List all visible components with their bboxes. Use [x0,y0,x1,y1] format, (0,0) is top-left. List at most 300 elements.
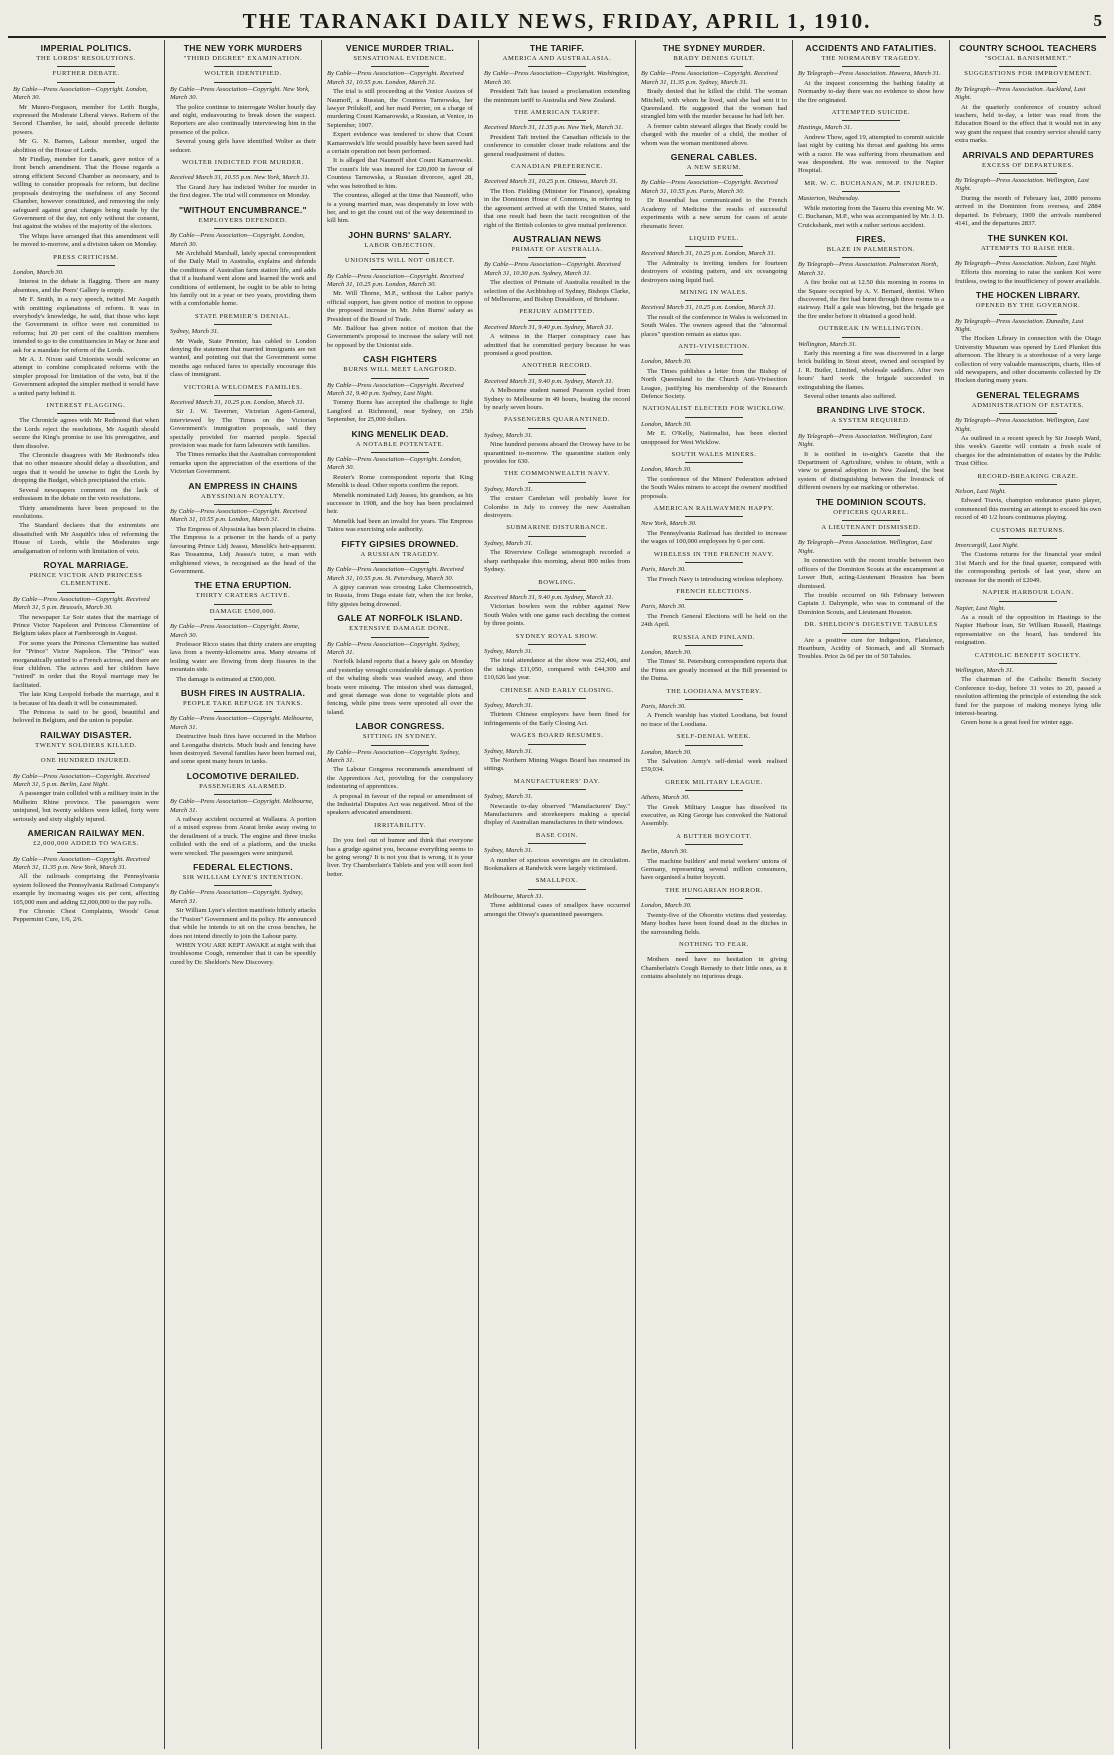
article-headline: GENERAL CABLES. [670,152,758,163]
article-dateline: London, March 30. [641,466,692,474]
article [955,589,1101,647]
article-dateline: Wellington, March 31. [798,340,857,348]
article-body [13,873,159,924]
article-paragraph: In connection with the recent trouble between two officers of the Dominion Scouts at the encampment at Lower Hutt, acting-Lieutenant Houston has been dismissed. [798,557,944,590]
article-dateline: Sydney, March 31. [484,539,533,547]
article-body [798,451,944,493]
section-rule [685,417,743,418]
article-paragraph: President Taft invited the Canadian officials to the conference to consider closer trade relations and the general readjustment of duties. [484,133,630,158]
article-body [641,658,787,683]
section-rule [57,769,115,770]
article [327,429,473,535]
article-paragraph: A gipsy caravan was crossing Lake Chernoostrich, in Russia, from Duga estate fair, when the ice broke, fifty gipsies being drowned. [327,583,473,608]
article-dateline: By Telegraph—Press Association. Wellington, Last Night. [798,432,932,449]
article-dateline: Hastings, March 31. [798,124,852,132]
article-paragraph: A fire broke out at 12.50 this morning in rooms in the Square occupied by A. V. Bernard, dentist. When discovered, the fire had burnt through three rooms to a stairway. Half a gale was blowing, but the brigade got the fire under before it obtained a good hold. [798,279,944,320]
section-rule [999,82,1057,83]
article [327,721,473,818]
article-paragraph: A passenger train collided with a military train in the Mulheim Rhine province. The passengers were uninjured, but twenty soldiers were killed, forty were seriously and sixty slightly injured. [13,790,159,823]
article-paragraph: At the inquest concerning the bathing fatality at Normanby to-day there was no evidence to show how the fire originated. [798,79,944,104]
article-subheading: PRIMATE OF AUSTRALIA. [511,245,603,253]
section-rule [528,744,586,745]
masthead [8,6,1106,38]
article-body [484,549,630,574]
article-body [170,250,316,309]
article-subheading: EXTENSIVE DAMAGE DONE. [349,625,451,633]
article [955,527,1101,585]
article-dateline: By Cable—Press Association—Copyright. London, March 30. [13,85,148,102]
article-dateline: Athens, March 30. [641,794,690,802]
article-body [955,676,1101,727]
article-subheading: "THIRD DEGREE" EXAMINATION. [183,55,303,62]
article-paragraph: The Chronicle disagrees with Mr Redmond's idea that no other measure should delay a dissolution, and urges that it would be unwise to fight the Lords by dropping the Budget, which precipitated the crisis. [13,452,159,485]
article-body [484,134,630,159]
column-container [8,40,1106,1749]
article-subheading: CATHOLIC BENEFIT SOCIETY. [974,651,1082,659]
article [798,621,944,662]
section-rule [999,538,1057,539]
article [327,822,473,879]
article-paragraph: Tommy Burns has accepted the challenge to fight Langford at Richmond, near Sydney, on 25th September, for 25,000 dollars. [327,399,473,424]
article-body [641,530,787,547]
section-rule [528,257,586,258]
article-paragraph: The Riverview College seismograph recorded a sharp earthquake this morning, about 800 miles from Sydney. [484,549,630,574]
article-headline: IMPERIAL POLITICS. [40,43,132,53]
article [484,579,630,629]
article-dateline: By Telegraph—Press Association. Hawera, March 31. [798,70,941,78]
article-headline: ACCIDENTS AND FATALITIES. [805,43,937,53]
article-subheading: NOTHING TO FEAR. [679,940,749,948]
article-dateline: By Cable—Press Association—Copyright. Sydney, March 31. [327,640,460,656]
article-headline: ARRIVALS AND DEPARTURES [962,149,1094,160]
article [641,733,787,775]
article-subheading: MINING IN WALES. [680,288,748,296]
article-body [13,790,159,824]
article-headline: BRANDING LIVE STOCK. [816,405,926,416]
article-dateline: By Telegraph—Press Association. Wellington, Last Night. [955,177,1089,193]
article-body [955,195,1101,229]
article-body [170,338,316,380]
article-body [13,104,159,250]
article-dateline: By Cable—Press Association—Copyright. Washington, March 30. [484,70,630,86]
article [798,43,944,105]
article-dateline: Received March 31, 10.25 p.m. London, March 31. [641,304,776,312]
section-rule [685,516,743,517]
article-paragraph: Several other tenants also suffered. [804,393,897,400]
article [170,384,316,477]
article [641,634,787,684]
article-body [955,614,1101,648]
article-body [13,278,159,398]
article-body [955,497,1101,522]
article-headline: LOCOMOTIVE DERAILED. [186,770,300,781]
article [641,43,787,148]
article-paragraph: A French warship has visited Loodiana, but found no trace of the Loodiana. [641,712,787,728]
article-subheading: THE NORMANBY TRAGEDY. [821,55,921,62]
article-dateline: By Telegraph—Press Association. Auckland, Last Night. [955,85,1086,102]
article [641,779,787,829]
article-paragraph: Expert evidence was tendered to show that Count Kamarowski's life would possibly have been saved had a certain operation not been performed. [327,131,473,156]
section-rule [685,300,743,301]
article [641,941,787,982]
article-dateline: By Cable—Press Association—Copyright. London, March 30. [170,232,305,248]
article-body [484,387,630,412]
article [327,230,473,350]
article [484,524,630,574]
article-body [327,88,473,226]
section-rule [999,256,1057,257]
section-rule [57,753,115,754]
article-headline: FIFTY GIPSIES DROWNED. [341,538,459,549]
article-paragraph: The Hocken Library in connection with the Otago University Museum was opened by Lord Plunket this afternoon. The library is a storehouse of a very large collection of very valuable manuscripts, charts, files of old newspapers, and other documents collected by Dr Hocken during many years. [955,335,1101,385]
article-subheading: SYDNEY ROYAL SHOW. [515,632,599,640]
article-body [484,803,630,828]
section-rule [685,699,743,700]
article-headline: AMERICAN RAILWAY MEN. [27,828,145,839]
article-body [170,907,316,967]
article [955,390,1101,469]
article-headline: FIRES. [856,233,886,244]
article [13,730,159,824]
article-paragraph: The countess, alleged at the time that Naumoff, who is a young married man, was desperately in love with her, and to get the count out of the way determined to kill him. [327,192,473,225]
article-paragraph: During the month of February last, 2080 persons arrived in the Dominion from oversea, and 2884 departed. In February, 1909 the arrivals numbered 4141, and the departures 2837. [955,194,1101,228]
article-subheading: CUSTOMS RETURNS. [991,526,1065,534]
article-paragraph: Menelik nominated Lidj Jeassu, his grandson, as his successor in 1908, and the boy has been proclaimed heir. [327,491,473,516]
article-paragraph: The Times publishes a letter from the Bishop of North Queensland to the Church Anti-Vivisection League, justifying his membership of the Research Defence Society. [641,367,787,400]
article-subheading: MANUFACTURERS' DAY. [513,777,601,785]
article-subheading: SUGGESTIONS FOR IMPROVEMENT. [964,70,1092,78]
article-body [641,260,787,285]
article-subheading: OFFICERS QUARREL. [833,508,909,516]
article-subheading: PEOPLE TAKE REFUGE IN TANKS. [182,699,304,707]
section-rule [214,82,272,83]
article-dateline: Received March 31, 10.25 p.m. London, March 31. [641,250,776,258]
article-paragraph: It is alleged that Naumoff shot Count Kamarowski. The count's life was insured for £20,000 in favour of Countess Tarnowska, a Russian divorcee, aged 28, who was betrothed to him. [327,157,473,190]
article [170,205,316,309]
article-subheading: RECORD-BREAKING CRAZE. [977,472,1079,480]
article-paragraph: The Whips have arranged that this amendment will be moved to-morrow, and a division taken on Monday. [13,232,159,249]
article-headline: "WITHOUT ENCUMBRANCE." [179,204,307,215]
article-subheading: SITTING IN SYDNEY. [362,733,438,741]
article-dateline: Melbourne, March 31. [484,892,544,900]
section-rule [528,320,586,321]
article [484,687,630,729]
article-paragraph: A witness in the Harper conspiracy case has admitted that he committed perjury because he was promised a good position. [484,333,630,357]
article-body [798,279,944,321]
article-paragraph: The cruiser Cambrian will probably leave for Colombo in July to convey the new Australian destroyers. [484,495,630,520]
article-subheading: AMERICA AND AUSTRALASIA. [502,55,612,62]
article [641,551,787,584]
article-body [170,104,316,155]
article-headline: AUSTRALIAN NEWS [512,233,602,244]
article-paragraph: Norfolk Island reports that a heavy gale on Monday and yesterday wrought considerable damage. A portion of the whaling sheds was washed away, and three boats were missing. The mission shed was damaged, and great damage was done to vegetable plots and fencing, while pine trees were uprooted all over the island. [327,658,473,716]
news-column [636,40,793,1749]
article-body [641,758,787,775]
article-body [327,766,473,817]
article [484,43,630,105]
article-dateline: By Cable—Press Association—Copyright. Received March 31, 5 p.m. Berlin, Last Night. [13,772,150,789]
article-subheading: OPENED BY THE GOVERNOR. [975,302,1081,310]
article-paragraph: The election of Primate of Australia resulted in the selection of the Archbishop of Sydney, Bishops Clarke, of Melbourne, and Bishop Donaldson, of Brisbane. [484,279,630,303]
article-dateline: By Cable—Press Association—Copyright. Received March 31, 10.55 p.m. St. Petersburg, March 30. [327,566,464,582]
section-rule [685,354,743,355]
article-dateline: Received March 31, 9.40 p.m. Sydney, March 31. [484,593,614,601]
article-subheading: ANTI-VIVISECTION. [678,342,750,350]
article-subheading: BRADY DENIES GUILT. [673,55,755,62]
article-subheading: ADMINISTRATION OF ESTATES. [971,401,1085,409]
article-dateline: By Cable—Press Association—Copyright. Received March 31, 11.35 p.m. Sydney, March 31. [641,70,778,86]
article [170,862,316,967]
article [13,402,159,556]
article-subheading: BURNS WILL MEET LANGFORD. [343,366,457,374]
section-rule [371,452,429,453]
article-body [484,495,630,520]
section-rule [999,484,1057,485]
article-headline: THE ETNA ERUPTION. [194,580,292,591]
article [327,613,473,717]
article-paragraph: The Empress of Abyssinia has been placed in chains. The Empress is a prisoner in the hands of a party favouring Prince Lidj Jeassu, Menelik's heir-apparent. Ras Tessamma, Lidj Jeassu's tutor, a man with enlightened views, is recognised as the head of the Government. [170,525,316,575]
article-body [13,417,159,556]
article-subheading: FURTHER DEBATE. [52,70,120,78]
article-headline: GENERAL TELEGRAMS [976,389,1080,400]
article [170,688,316,767]
article [955,473,1101,523]
article-body [641,576,787,584]
article-dateline: By Cable—Press Association—Copyright. Received March 31, 9.40 p.m. Sydney, Last Night. [327,381,464,397]
article-paragraph: Are a positive cure for Indigestion, Flatulence, Heartburn, Acidity of Stomach, and all Stomach Troubles. Price 2s 6d per tin of 50 Tabules. [798,636,944,661]
article [484,832,630,874]
article [484,416,630,466]
article-body [484,88,630,105]
section-rule [528,789,586,790]
article-subheading: PASSENGERS ALARMED. [199,782,287,790]
article-paragraph: Thirty amendments have been proposed to the resolutions. [13,504,159,520]
article-paragraph: The Standard declares that the extremists are dissatisfied with Mr Asquith's idea of reforming the House of Lords, while the Moderates urge amalgamation of reform with limitation of veto. [13,522,159,555]
article-body [327,658,473,717]
article-dateline: By Telegraph—Press Association. Wellington, Last Night. [798,539,932,555]
article-paragraph: The late King Leopold forbade the marriage, and it is because of his death it will be consummated. [13,691,159,707]
article-subheading: A NOTABLE POTENTATE. [355,440,445,448]
article-paragraph: The Grand Jury has indicted Wolter for murder in the first degree. The trial will commence on Monday. [170,183,316,200]
article-headline: AN EMPRESS IN CHAINS [188,480,298,491]
article-paragraph: The Pennsylvania Railroad has decided to increase the wages of 100,000 employees by 6 per cent. [641,529,787,546]
article-dateline: By Cable—Press Association—Copyright. London, March 30. [327,456,462,472]
article-paragraph: For some years the Princess Clementine has waited for "Prince" Victor Napoleon. The "Prince" was morganatically united to a French actress, and there are four children. The actress and her children have "retired" in order that the Royal marriage may be facilitated. [13,639,159,689]
news-column [793,40,950,1749]
article-subheading: PASSENGERS QUARANTINED. [504,416,610,424]
article-paragraph: Mr Munro-Ferguson, member for Leith Burghs, expressed the Moderate Liberal views. Reform of the Second Chamber, he said, should precede definite powers. [13,103,159,136]
article-subheading: PRESS CRITICISM. [53,253,119,261]
article-paragraph: All the railroads comprising the Pennsylvania system followed the Pennsylvania Railroad Company's example by increasing wages six per cent, affecting 105,000 men and adding £2,000,000 to the pay rolls. [13,873,159,906]
article [955,652,1101,728]
article-body [484,757,630,774]
article-paragraph: Several newspapers comment on the lack of enthusiasm in the debate on the veto resolutions. [13,486,159,503]
article-body [484,603,630,628]
article-dateline: Sydney, March 31. [484,847,533,855]
article-paragraph: Several young girls have identified Wolter as their seducer. [170,138,316,154]
section-rule [214,885,272,886]
article-body [327,837,473,879]
article [641,588,787,630]
article-dateline: Paris, March 30. [641,603,686,611]
article-subheading: A BUTTER BOYCOTT. [676,832,752,840]
article-paragraph: The newspaper Le Soir states that the marriage of Prince Victor Napoleon and Princess Clementine of Belgium takes place at Farnborough in August. [13,613,159,638]
article [641,688,787,730]
article [13,828,159,925]
article-dateline: By Telegraph—Press Association. Dunedin, Last Night. [955,317,1084,333]
article-paragraph: Reuter's Rome correspondent reports that King Menelik is dead. Other reports confirm the report. [327,473,473,490]
article [955,233,1101,287]
article-paragraph: For Chronic Chest Complaints, Woods' Great Peppermint Cure, 1/6, 2/6. [13,907,159,924]
article-dateline: Sydney, March 31. [484,431,533,439]
article-paragraph: Three additional cases of smallpox have occurred amongst the Otway's quarantined passengers. [484,902,630,918]
article-body [484,711,630,728]
article [13,43,159,250]
article-dateline: Received March 31, 10.25 p.m. Ottawa, March 31. [484,178,618,186]
article-subheading: ABYSSINIAN ROYALTY. [201,492,285,500]
article [327,539,473,609]
article [484,877,630,919]
article-dateline: Sydney, March 31. [484,485,533,493]
article-dateline: By Cable—Press Association—Copyright. Rome, March 30. [170,623,300,639]
article-headline: THE HOCKEN LIBRARY. [975,290,1081,301]
article-headline: ROYAL MARRIAGE. [43,559,129,570]
article [170,771,316,858]
article-paragraph: A Melbourne student named Pearson cycled from Sydney to Melbourne in 49 hours, beating the record by nearly seven hours. [484,387,630,411]
section-rule [842,337,900,338]
article-body [641,712,787,729]
article-paragraph: Mr E. O'Kelly, Nationalist, has been elected unopposed for West Wicklow. [641,430,787,446]
article [170,481,316,577]
article-subheading: WIRELESS IN THE FRENCH NAVY. [653,550,775,558]
article-dateline: Received March 31, 9.40 p.m. Sydney, March 31. [484,377,614,385]
article-dateline: By Cable—Press Association—Copyright. Received March 31, 10.25 p.m. London, March 30. [327,272,464,288]
article-paragraph: At the quarterly conference of country school teachers, held to-day, a letter was read from the Education Board to the effect that it would not in any way grant the request that country service should carry extra marks. [955,103,1101,145]
page-number: 5 [1093,11,1102,30]
article-paragraph: Edward Travis, champion endurance piano player, commenced this morning an attempt to exceed his own record of 40 1/2 hours continuous playing. [955,497,1101,522]
article-subheading: INTEREST FLAGGING. [46,402,126,410]
article-paragraph: The Northern Mining Wages Board has resumed its sittings. [484,757,630,773]
article [484,234,630,304]
article-dateline: London, March 30. [641,902,692,910]
article-subheading: A LIEUTENANT DISMISSED. [821,524,921,532]
section-rule [214,170,272,171]
article-paragraph: As a result of the opposition in Hastings to the Napier Harbour loan, Sir William Russell, Hastings representative on the board, has tendered his resignation. [955,613,1101,647]
section-rule [371,745,429,746]
article-dateline: London, March 30. [641,748,692,756]
article-paragraph: Mr A. J. Nixon said Unionists would welcome an attempt to combine complicated reforms with the simpler proposal for limitation of the veto, but if the Government adopted the simpler method it would have a united party behind it. [13,356,159,397]
section-rule [371,562,429,563]
article [170,313,316,380]
article-subheading: TWENTY SOLDIERS KILLED. [35,741,137,749]
article-subheading: A SYSTEM REQUIRED. [831,417,911,425]
section-rule [842,120,900,121]
article-dateline: By Telegraph—Press Association. Nelson, Last Night. [955,259,1097,267]
article [484,308,630,358]
article-subheading: VICTORIA WELCOMES FAMILIES. [183,383,303,391]
section-rule [214,228,272,229]
article-subheading: ANOTHER RECORD. [521,362,593,370]
article-subheading: UNIONISTS WILL NOT OBJECT. [344,257,456,265]
article-body [641,858,787,883]
article [13,254,159,399]
section-rule [528,374,586,375]
article-subheading: SUBMARINE DISTURBANCE. [506,524,608,532]
article-dateline: By Cable—Press Association—Copyright. Received March 31, 10.55 p.m. London, March 31. [327,70,464,86]
section-rule [214,504,272,505]
article [641,152,787,231]
article-headline: RAILWAY DISASTER. [40,729,132,740]
section-rule [57,66,115,67]
section-rule [999,413,1057,414]
article-body [955,335,1101,385]
article-paragraph: A proposal in favour of the repeal or amendment of the Industrial Disputes Act was negatived. Most of the speakers advocated amendment. [327,792,473,817]
article-paragraph: Andrew Thow, aged 19, attempted to commit suicide last night by cutting his throat and gashing his arms with a razor. He was suffering from rheumatism and was despondent. He was removed to the Napier Hospital. [798,133,944,175]
article-dateline: By Cable—Press Association—Copyright. Received March 31, 5 p.m. Brussels, March 30. [13,595,150,612]
article [484,163,630,230]
article [641,451,787,501]
article-headline: THE SYDNEY MURDER. [662,43,766,53]
article-body [484,902,630,919]
article-paragraph: The French General Elections will be held on the 24th April. [641,612,787,629]
article [170,580,316,684]
section-rule [685,952,743,953]
article-dateline: Sydney, March 31. [484,793,533,801]
article-subheading: CHINESE AND EARLY CLOSING. [500,686,614,694]
article-headline: GALE AT NORFOLK ISLAND. [337,613,463,624]
section-rule [685,66,743,67]
article-dateline: By Cable—Press Association—Copyright. Received March 31, 10.55 p.m. Paris, March 30. [641,179,778,195]
article [798,497,944,617]
article-body [641,197,787,231]
article-body [170,816,316,858]
article-body [170,641,316,684]
article-dateline: By Cable—Press Association—Copyright. New York, March 30. [170,85,310,102]
section-rule [842,633,900,634]
article-dateline: By Telegraph—Press Association. Palmerston North, March 31. [798,261,939,277]
article-paragraph: Twenty-five of the Oborotto victims died yesterday. Many bodies have been found dead in the ditches in the surrounding fields. [641,911,787,936]
article-body [327,584,473,609]
article-subheading: A RUSSIAN TRAGEDY. [360,550,440,558]
article-paragraph: Interest in the debate is flagging. There are many absentees, and the Peers' Gallery is empty. [13,278,159,294]
article-paragraph: Green bone is a great feed for winter eggs. [961,719,1074,727]
article-paragraph: Sir J. W. Taverner, Victorian Agent-General, interviewed by The Times on the Victorian Government's immigration proposals, said they specially provided for married people. Special provision was made for farm labourers with families. [170,408,316,450]
article-body [641,912,787,937]
article-body [798,80,944,105]
section-rule [685,462,743,463]
section-rule [999,173,1057,174]
article-paragraph: The result of the conference in Wales is welcomed in South Wales. The owners agreed that the "abnormal places" question remain as status quo. [641,313,787,338]
article [798,180,944,230]
article-subheading: ATTEMPTS TO RAISE HER. [981,244,1075,252]
section-rule [685,175,743,176]
section-rule [57,592,115,593]
article-paragraph: Dr Rosenthal has communicated to the French Academy of Medicine the results of successful experiments with a new serum for cases of acute rheumatic fever. [641,197,787,230]
article-body [641,314,787,339]
article-dateline: Received March 31, 10.25 p.m. London, March 31. [170,399,305,406]
article-body [641,613,787,630]
section-rule [371,378,429,379]
section-rule [214,395,272,396]
article-paragraph: The machine builders' and metal workers' unions of Germany, representing several million consumers, have organised a butter boycott. [641,857,787,882]
article [641,505,787,547]
section-rule [999,66,1057,67]
article-body [798,637,944,662]
article-subheading: £2,000,000 ADDED TO WAGES. [33,840,139,848]
article-paragraph: Do you feel out of humor and think that everyone has a grudge against you, because everything seems to be going wrong? It is not you that is wrong, it is your liver. Try Chamberlain's Tablets and you will soon feel better. [327,837,473,878]
article-paragraph: The Chronicle agrees with Mr Redmond that when the Lords reject the resolutions, Mr Asquith should secure the King's promise to use his prerogative, and then dissolve. [13,417,159,450]
section-rule [528,482,586,483]
